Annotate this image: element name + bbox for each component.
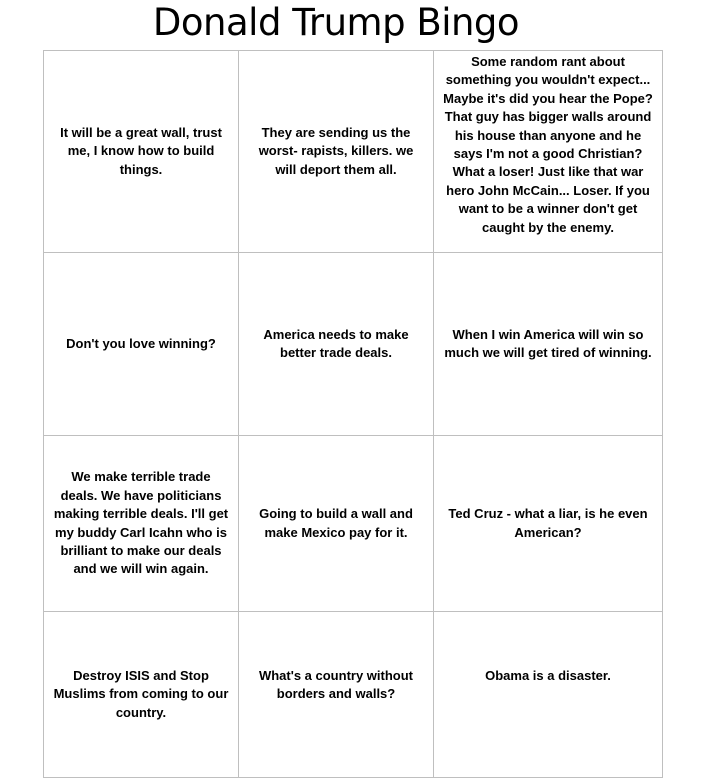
bingo-square bbox=[44, 612, 239, 777]
bingo-square-text: Destroy ISIS and Stop Muslims from coming to our country. bbox=[53, 667, 229, 720]
bingo-square-text: Don't you love winning? bbox=[66, 335, 216, 351]
bingo-square bbox=[239, 253, 434, 436]
page-title: Donald Trump Bingo bbox=[152, 1, 520, 44]
bingo-square-text: When I win America will win so much we will get tired of winning. bbox=[444, 326, 652, 360]
bingo-square bbox=[44, 436, 239, 612]
bingo-square-text: We make terrible trade deals. We have politicians making terrible deals. I'll get my buddy Carl Icahn who is brilliant to make our deals and we will win again. bbox=[53, 469, 229, 577]
bingo-square-text: Ted Cruz - what a liar, is he even American? bbox=[448, 506, 648, 540]
bingo-square bbox=[44, 253, 239, 436]
bingo-grid bbox=[43, 50, 663, 778]
bingo-square-text: What's a country without borders and walls? bbox=[258, 668, 414, 702]
bingo-square bbox=[239, 612, 434, 777]
bingo-square bbox=[434, 51, 662, 253]
bingo-square-text: They are sending us the worst- rapists, killers. we will deport them all. bbox=[258, 124, 414, 177]
bingo-square-text: America needs to make better trade deals. bbox=[263, 326, 409, 360]
bingo-square-text: Obama is a disaster. bbox=[485, 668, 611, 683]
bingo-square-text: Going to build a wall and make Mexico pay for it. bbox=[259, 506, 413, 540]
bingo-square-text: Some random rant about something you wouldn't expect... Maybe it's did you hear the Pope? That guy has bigger walls around his house than anyone and he says I'm not a good Christian? What a loser! Just like that war hero John McCain... Loser. If you want to be a winner don't get caught by the enemy. bbox=[443, 54, 653, 235]
bingo-square bbox=[239, 51, 434, 253]
bingo-square bbox=[434, 436, 662, 612]
bingo-square bbox=[44, 51, 239, 253]
bingo-square bbox=[434, 612, 662, 777]
bingo-square bbox=[434, 253, 662, 436]
bingo-square-text: It will be a great wall, trust me, I know how to build things. bbox=[60, 124, 222, 177]
bingo-square bbox=[239, 436, 434, 612]
